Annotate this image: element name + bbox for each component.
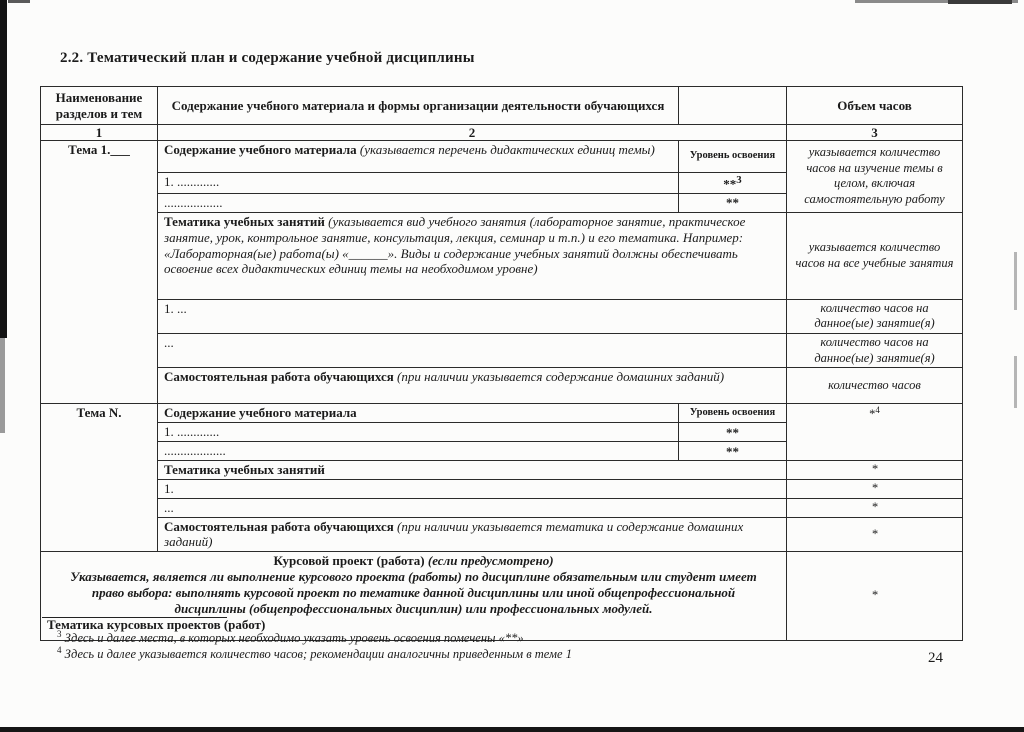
section-title: 2.2. Тематический план и содержание учебной дисциплины xyxy=(60,50,475,66)
course-project-hours: * xyxy=(787,552,963,641)
header-hours: Объем часов xyxy=(787,87,963,125)
colnum-2: 2 xyxy=(158,125,787,141)
temaN-item1: 1. ............. xyxy=(158,423,679,442)
thematic-plan-table xyxy=(40,86,963,641)
tema1-level-header: Уровень освоения xyxy=(679,141,787,173)
tema1-label: Тема 1.___ xyxy=(41,141,158,404)
footnote4-ref: 4 xyxy=(875,405,880,416)
scan-bottom-bar xyxy=(0,727,1024,732)
colnum-1: 1 xyxy=(41,125,158,141)
temaN-hours-star: *$^4$ xyxy=(787,404,963,461)
tema1-hours-lessons-note: указывается количество часов на все учебные занятия xyxy=(787,212,963,299)
colnum-3: 3 xyxy=(787,125,963,141)
tema1-selfwork-cell: Самостоятельная работа обучающихся (при наличии указывается содержание домашних заданий) xyxy=(158,368,787,404)
temaN-level-header: Уровень освоения xyxy=(679,404,787,423)
tema1-item2: .................. xyxy=(158,194,679,213)
tema1-item1-level: **$^3$ xyxy=(679,173,787,194)
temaN-lesson1: 1. xyxy=(158,479,787,498)
scan-left-bar xyxy=(0,0,7,338)
tema1-lesson2-hours: количество часов на данное(ые) занятие(я) xyxy=(787,334,963,368)
scan-right-mark-1 xyxy=(1014,252,1017,310)
scan-topleft-mark xyxy=(8,0,30,3)
tema1-selfwork-hours: количество часов xyxy=(787,368,963,404)
tema1-label-blank: ___ xyxy=(110,142,130,157)
temaN-lesson2-hours: * xyxy=(787,498,963,517)
tema1-hours-theme-note: указывается количество часов на изучение темы в целом, включая самостоятельную работу xyxy=(787,141,963,213)
tema1-content-header-cell: Содержание учебного материала (указывается перечень дидактических единиц темы) xyxy=(158,141,679,173)
footnote-3: $^3$ Здесь и далее места, в которых необходимо указать уровень освоения помечены «**» xyxy=(57,629,524,646)
temaN-item1-level: ** xyxy=(679,423,787,442)
header-empty xyxy=(679,87,787,125)
footnote3-ref: 3 xyxy=(736,174,742,187)
tema1-item1: 1. ............. xyxy=(158,173,679,194)
footnote-separator xyxy=(42,617,227,618)
tema1-item2-level: ** xyxy=(679,194,787,213)
temaN-selfwork-hours: * xyxy=(787,517,963,552)
header-sections: Наименование разделов и тем xyxy=(41,87,158,125)
temaN-item2-level: ** xyxy=(679,442,787,461)
course-project-tematika: Тематика курсовых проектов (работ) xyxy=(47,616,266,632)
temaN-selfwork-cell: Самостоятельная работа обучающихся (при наличии указывается тематика и содержание домашних заданий) xyxy=(158,517,787,552)
temaN-label: Тема N. xyxy=(41,404,158,552)
temaN-tematika-header: Тематика учебных занятий xyxy=(158,460,787,479)
course-project-title: Курсовой проект (работа) (если предусмотрено) xyxy=(273,553,554,569)
scan-right-mark-2 xyxy=(1014,356,1017,408)
tema1-tematika-cell: Тематика учебных занятий (указывается вид учебного занятия (лабораторное занятие, практическое занятие, урок, контрольное занятие, консультация, лекция, семинар и т.п.) и его тематика. Например: «Лабораторная(ые) работа(ы) «______». Виды и содержание учебных занятий должны обеспечивать освоение всех дидактических единиц темы на необходимом уровне) xyxy=(158,212,787,299)
tema1-lesson1: 1. ... xyxy=(158,299,787,333)
temaN-lesson2: ... xyxy=(158,498,787,517)
temaN-item2: ................... xyxy=(158,442,679,461)
scan-topright-streak-dark xyxy=(948,0,1012,4)
tema1-lesson2: ... xyxy=(158,334,787,368)
temaN-tematika-hours: * xyxy=(787,460,963,479)
course-project-cell xyxy=(41,552,787,641)
course-project-body: Указывается, является ли выполнение курсового проекта (работы) по дисциплине обязательным или студент имеет право выбора: выполнять курсовой проект по тематике данной дисциплины или иной общепрофессиональной дисциплины (общепрофессиональных дисциплин) или профессиональных модулей. xyxy=(70,569,757,616)
scan-left-bar-fade xyxy=(0,338,5,433)
footnote-4: $^4$ Здесь и далее указывается количество часов; рекомендации аналогичны приведенным в теме 1 xyxy=(57,645,572,662)
page-number: 24 xyxy=(928,650,943,666)
temaN-content-header: Содержание учебного материала xyxy=(158,404,679,423)
header-content: Содержание учебного материала и формы организации деятельности обучающихся xyxy=(158,87,679,125)
tema1-lesson1-hours: количество часов на данное(ые) занятие(я) xyxy=(787,299,963,333)
temaN-lesson1-hours: * xyxy=(787,479,963,498)
